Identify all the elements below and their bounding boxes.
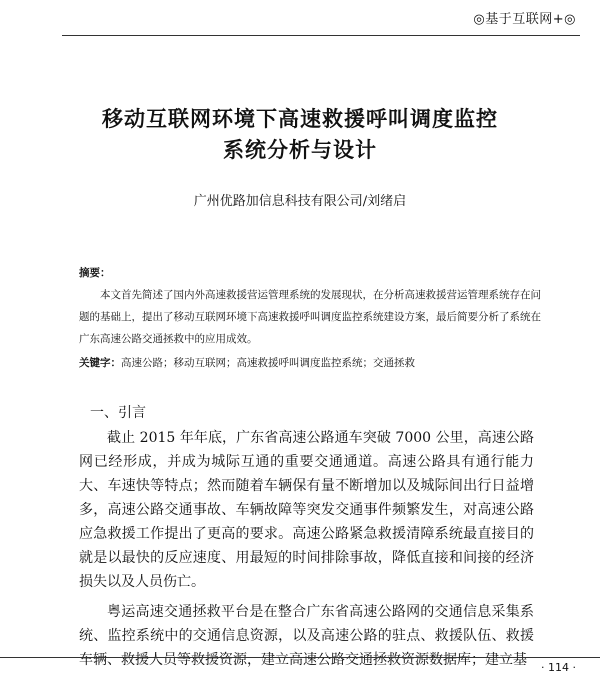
abstract-text: 本文首先简述了国内外高速救援营运管理系统的发展现状，在分析高速救援营运管理系统存在问题的基础上，提出了移动互联网环境下高速救援呼叫调度监控系统建设方案，最后简要分析了系统在广东高速公路交通拯救中的应用成效。 [79,289,541,345]
author-affiliation: 广州优路加信息科技有限公司/刘绪启 [193,194,407,209]
footer-rule [0,657,600,658]
keywords-line [79,352,549,374]
article-title-line-2: 系统分析与设计 [223,138,377,162]
abstract-label [79,262,549,284]
page-number: · 114 · [541,661,576,674]
abstract-label-text: 摘要： [79,267,111,279]
header-rule [62,35,580,36]
body-paragraph-1: 截止 2015 年年底，广东省高速公路通车突破 7000 公里，高速公路网已经形成，并成为城际互通的重要交通通道。高速公路具有通行能力大、车速快等特点；然而随着车辆保有量不断增加以及城际间出行日益增多，高速公路交通事故、车辆故障等突发交通事件频繁发生，对高速公路应急救援工作提出了更高的要求。高速公路紧急救援清障系统最直接目的就是以最快的反应速度、用最短的时间排除事故，降低直接和间接的经济损失以及人员伤亡。 [79,430,534,590]
article-title-line-1: 移动互联网环境下高速救援呼叫调度监控 [102,107,498,131]
header-column-tag: ◎基于互联网+◎ [473,12,576,27]
keywords-label: 关键字： [79,357,121,369]
body-paragraph-2: 粤运高速交通拯救平台是在整合广东省高速公路网的交通信息采集系统、监控系统中的交通信息资源，以及高速公路的驻点、救援队伍、救援车辆、救援人员等救援资源，建立高速公路交通拯救资源数据库；建立基 [79,604,534,668]
section-heading: 一、引言 [90,405,146,421]
keywords-text: 高速公路；移动互联网；高速救援呼叫调度监控系统；交通拯救 [121,357,415,369]
